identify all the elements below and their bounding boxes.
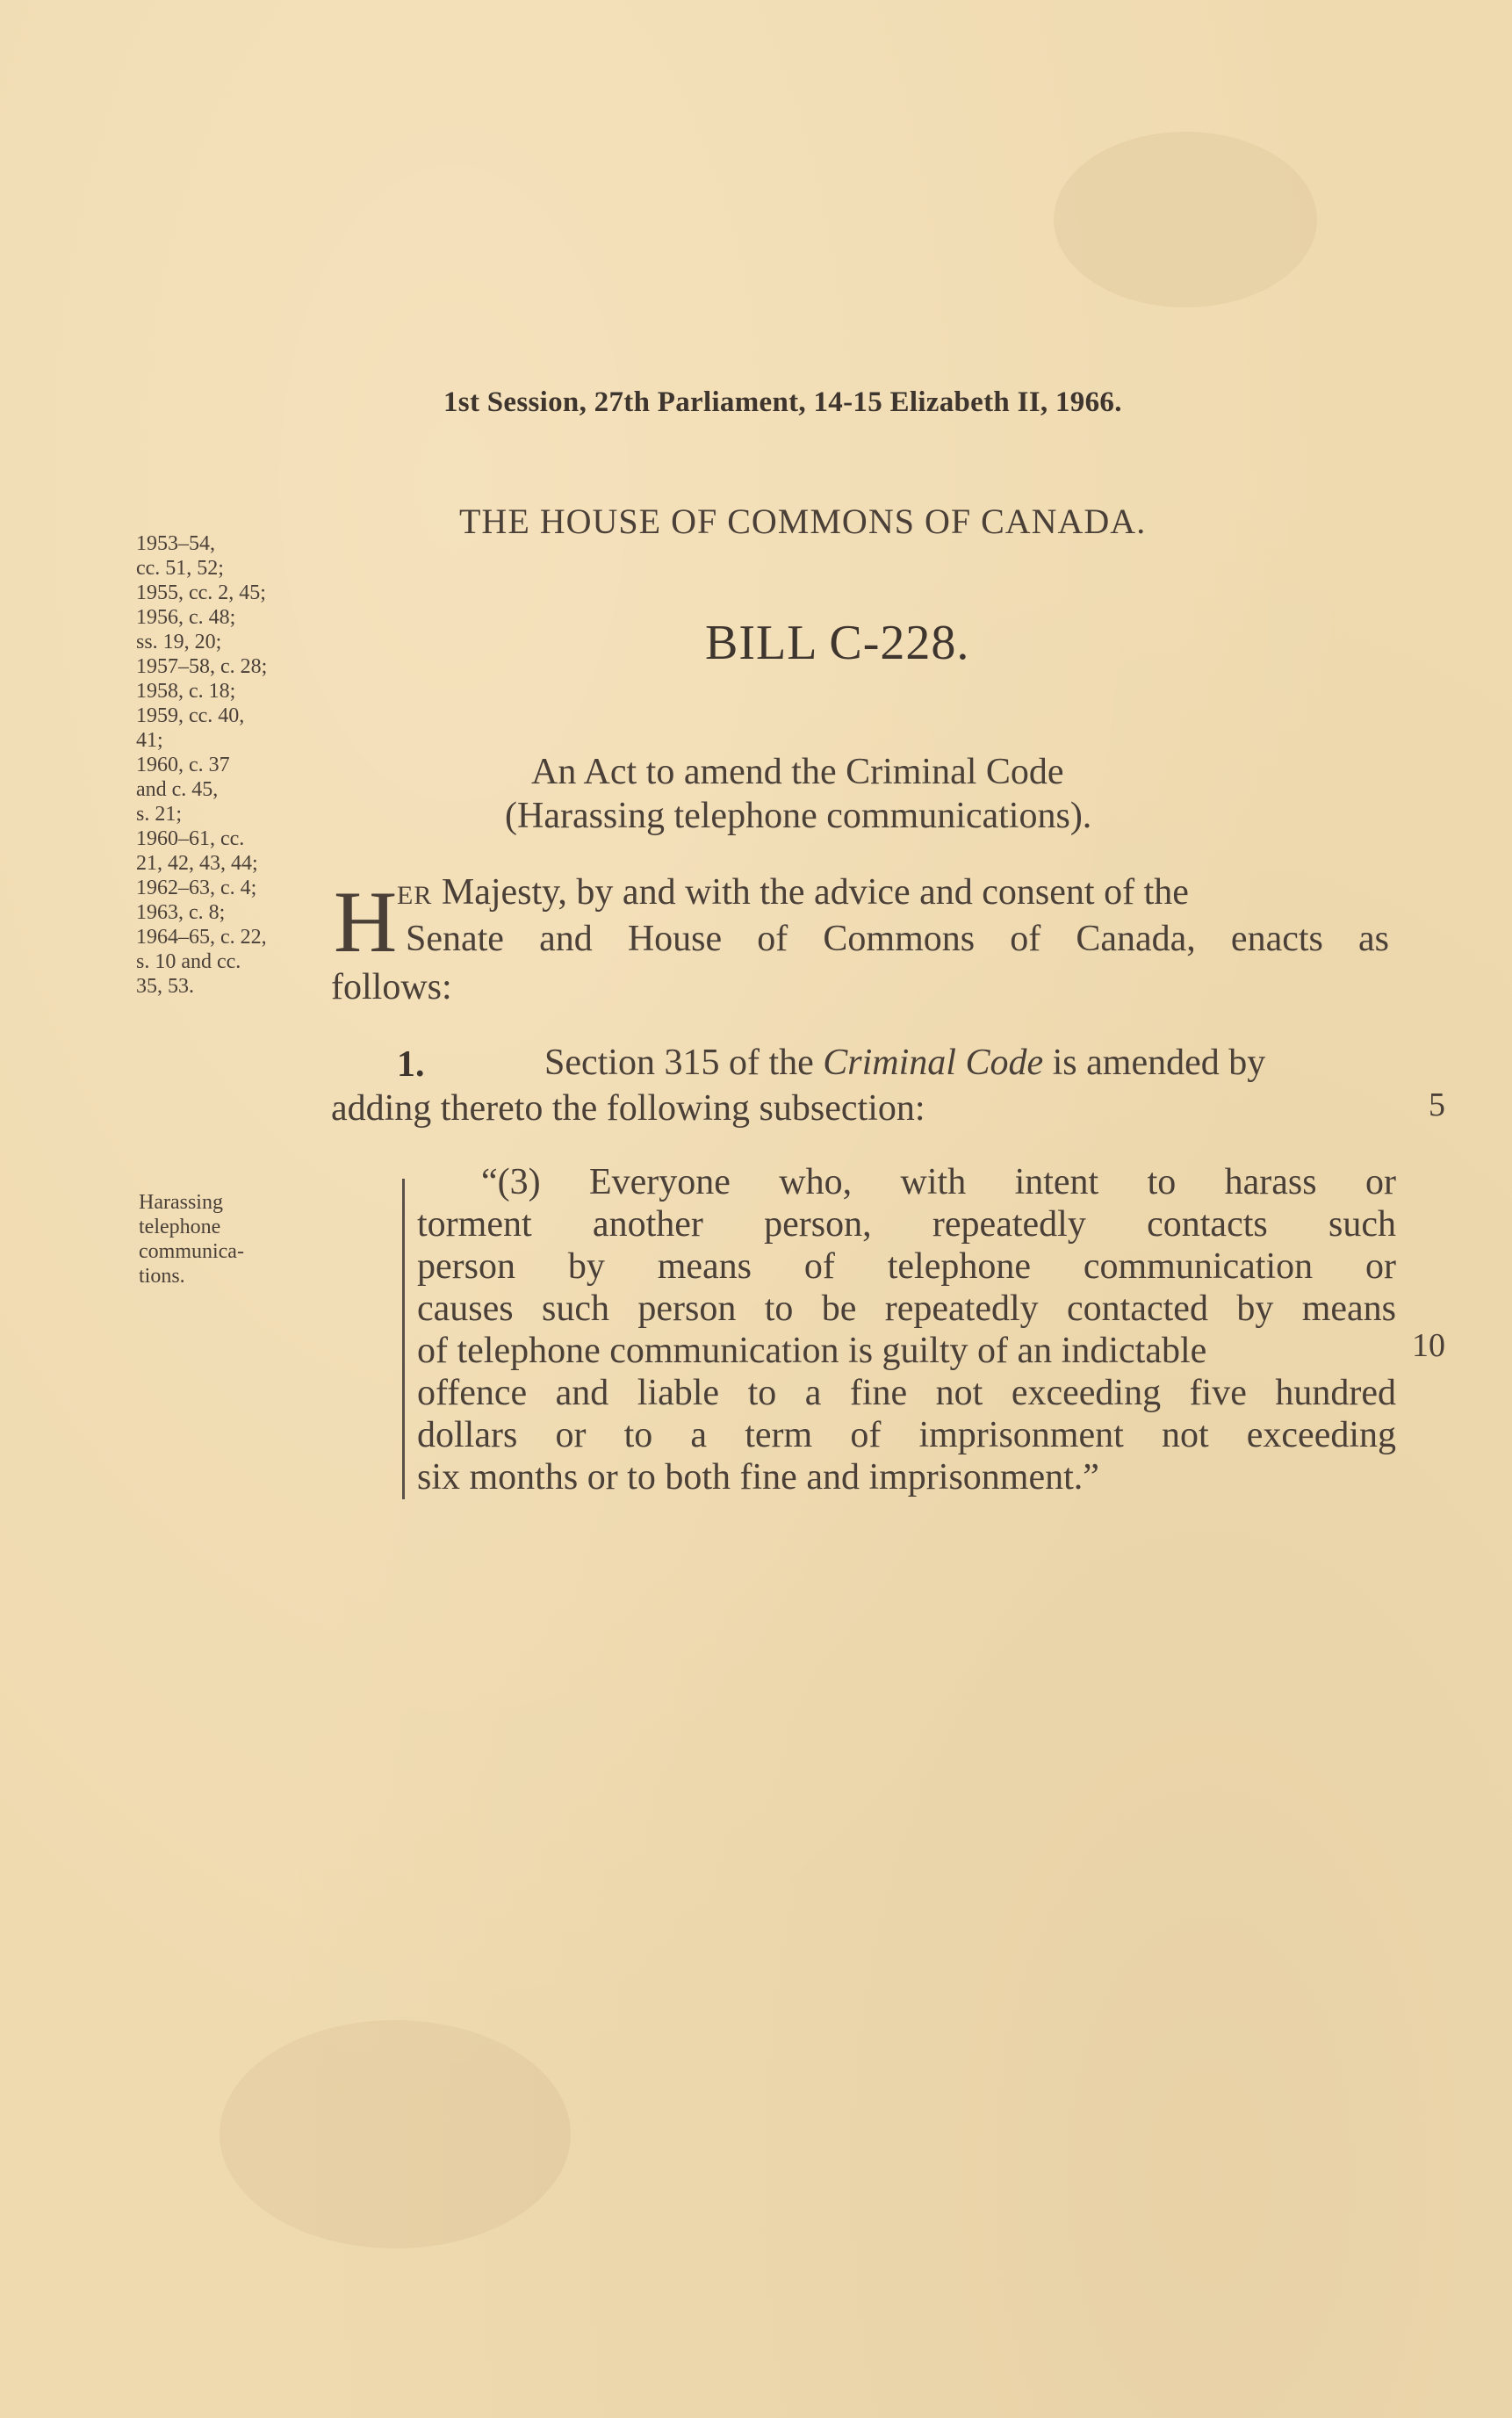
enacting-line-3: follows: — [331, 967, 452, 1007]
line-number-5: 5 — [1429, 1086, 1445, 1123]
citation-line: 1959, cc. 40, — [136, 704, 245, 727]
subsection-line: torment another person, repeatedly contacts such — [417, 1204, 1396, 1245]
section-1-line-2: adding thereto the following subsection: — [331, 1088, 925, 1129]
subsection-line: six months or to both fine and imprisonment.” — [417, 1457, 1099, 1498]
citation-line: 1956, c. 48; — [136, 606, 236, 629]
section-1-line-1 — [544, 1042, 1389, 1084]
subsection-line: person by means of telephone communication or — [417, 1246, 1396, 1287]
side-note-line: Harassing — [139, 1191, 223, 1214]
side-note-line: tions. — [139, 1265, 185, 1288]
house-title: THE HOUSE OF COMMONS OF CANADA. — [459, 502, 1147, 541]
citation-line: 1958, c. 18; — [136, 680, 236, 703]
citation-line: 35, 53. — [136, 975, 194, 998]
citation-line: ss. 19, 20; — [136, 631, 222, 653]
enacting-smallcaps: ER — [397, 881, 433, 910]
citation-line: 21, 42, 43, 44; — [136, 852, 258, 875]
act-title-line-1: An Act to amend the Criminal Code — [531, 752, 1064, 792]
drop-cap: H — [334, 873, 398, 971]
citation-line: 1955, cc. 2, 45; — [136, 581, 266, 604]
citation-line: 1960–61, cc. — [136, 827, 245, 850]
section-1-pre: Section 315 of the — [544, 1043, 824, 1083]
subsection-line: offence and liable to a fine not exceeding five hundred — [417, 1373, 1396, 1413]
side-note-line: communica- — [139, 1240, 244, 1263]
citation-line: and c. 45, — [136, 778, 219, 801]
subsection-line: “(3) Everyone who, with intent to harass or — [481, 1162, 1396, 1202]
enacting-line-2: Senate and House of Commons of Canada, enacts as — [406, 919, 1389, 959]
citation-line: 1960, c. 37 — [136, 754, 230, 776]
section-number: 1. — [397, 1044, 425, 1085]
section-1-post: is amended by — [1043, 1043, 1266, 1083]
enacting-line-1-text: Majesty, by and with the advice and consent of the — [432, 872, 1189, 913]
paper-stain — [220, 2020, 571, 2248]
citation-line: 1963, c. 8; — [136, 901, 226, 924]
bill-number: BILL C-228. — [705, 616, 970, 670]
citation-line: 1964–65, c. 22, — [136, 926, 267, 949]
act-title-line-2: (Harassing telephone communications). — [505, 796, 1092, 836]
citation-line: cc. 51, 52; — [136, 557, 224, 580]
side-note — [139, 1190, 244, 1288]
side-note-line: telephone — [139, 1216, 221, 1238]
subsection-line: of telephone communication is guilty of an indictable — [417, 1331, 1207, 1371]
section-1-italic: Criminal Code — [823, 1043, 1044, 1083]
enacting-line-1 — [397, 871, 1389, 913]
margin-citations — [136, 531, 325, 999]
amendment-rule — [402, 1179, 405, 1499]
session-header: 1st Session, 27th Parliament, 14-15 Elizabeth II, 1966. — [443, 386, 1122, 418]
paper-stain — [1054, 132, 1317, 307]
citation-line: s. 10 and cc. — [136, 950, 241, 973]
subsection-line: dollars or to a term of imprisonment not exceeding — [417, 1415, 1396, 1455]
subsection-line: causes such person to be repeatedly contacted by means — [417, 1288, 1396, 1329]
citation-line: 1953–54, — [136, 532, 215, 555]
citation-line: s. 21; — [136, 803, 183, 826]
citation-line: 1957–58, c. 28; — [136, 655, 268, 678]
line-number-10: 10 — [1412, 1327, 1445, 1364]
citation-line: 41; — [136, 729, 163, 752]
citation-line: 1962–63, c. 4; — [136, 877, 257, 899]
